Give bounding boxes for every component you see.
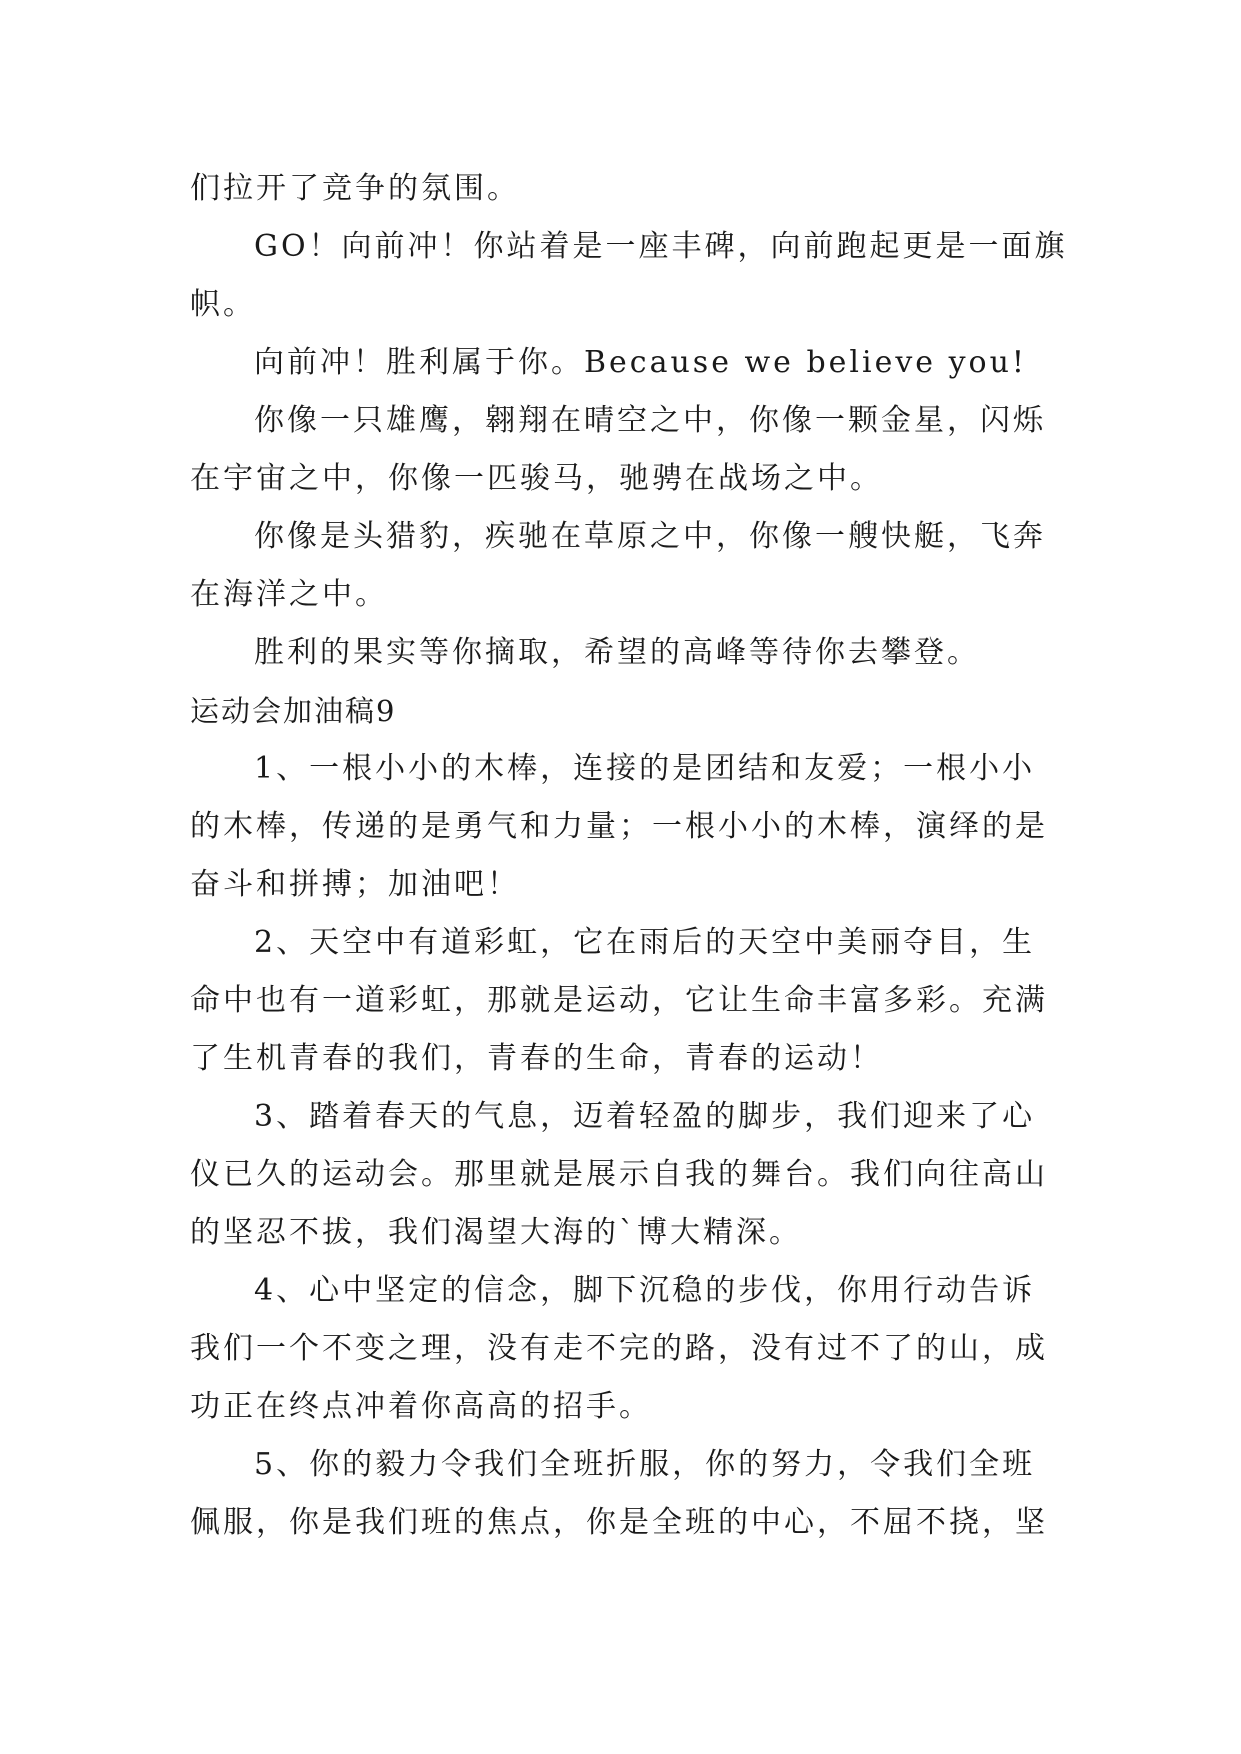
text-line: 命中也有一道彩虹，那就是运动，它让生命丰富多彩。充满: [190, 983, 1048, 1018]
text-line: 佩服，你是我们班的焦点，你是全班的中心，不屈不挠，坚: [190, 1505, 1048, 1540]
text-line: 你像一只雄鹰，翱翔在晴空之中，你像一颗金星，闪烁: [254, 403, 1046, 438]
text-line: 3、踏着春天的气息，迈着轻盈的脚步，我们迎来了心: [254, 1099, 1036, 1134]
document-body: [190, 160, 1068, 1552]
text-line: 功正在终点冲着你高高的招手。: [190, 1389, 652, 1424]
text-line: 5、你的毅力令我们全班折服，你的努力，令我们全班: [254, 1447, 1036, 1482]
text-line: 向前冲！胜利属于你。Because we believe you!: [254, 345, 1027, 380]
text-line: 帜。: [190, 287, 256, 322]
text-line: 在宇宙之中，你像一匹骏马，驰骋在战场之中。: [190, 461, 883, 496]
text-line: GO！向前冲！你站着是一座丰碑，向前跑起更是一面旗: [254, 229, 1068, 264]
text-line: 4、心中坚定的信念，脚下沉稳的步伐，你用行动告诉: [254, 1273, 1036, 1308]
text-line: 2、天空中有道彩虹，它在雨后的天空中美丽夺目，生: [254, 925, 1036, 960]
text-line: 胜利的果实等你摘取，希望的高峰等待你去攀登。: [254, 635, 980, 670]
text-line: 仪已久的运动会。那里就是展示自我的舞台。我们向往高山: [190, 1157, 1048, 1192]
section-heading: 运动会加油稿9: [190, 694, 397, 728]
text-line: 的木棒，传递的是勇气和力量；一根小小的木棒，演绎的是: [190, 809, 1048, 844]
text-line: 你像是头猎豹，疾驰在草原之中，你像一艘快艇，飞奔: [254, 519, 1046, 554]
text-line: 我们一个不变之理，没有走不完的路，没有过不了的山，成: [190, 1331, 1048, 1366]
text-line: 在海洋之中。: [190, 577, 388, 612]
text-line: 的坚忍不拔，我们渴望大海的`博大精深。: [190, 1215, 802, 1250]
text-line: 1、一根小小的木棒，连接的是团结和友爱；一根小小: [254, 751, 1036, 786]
text-line: 了生机青春的我们，青春的生命，青春的运动！: [190, 1041, 883, 1076]
text-line: 们拉开了竞争的氛围。: [190, 171, 520, 206]
text-line: 奋斗和拼搏；加油吧！: [190, 867, 520, 902]
